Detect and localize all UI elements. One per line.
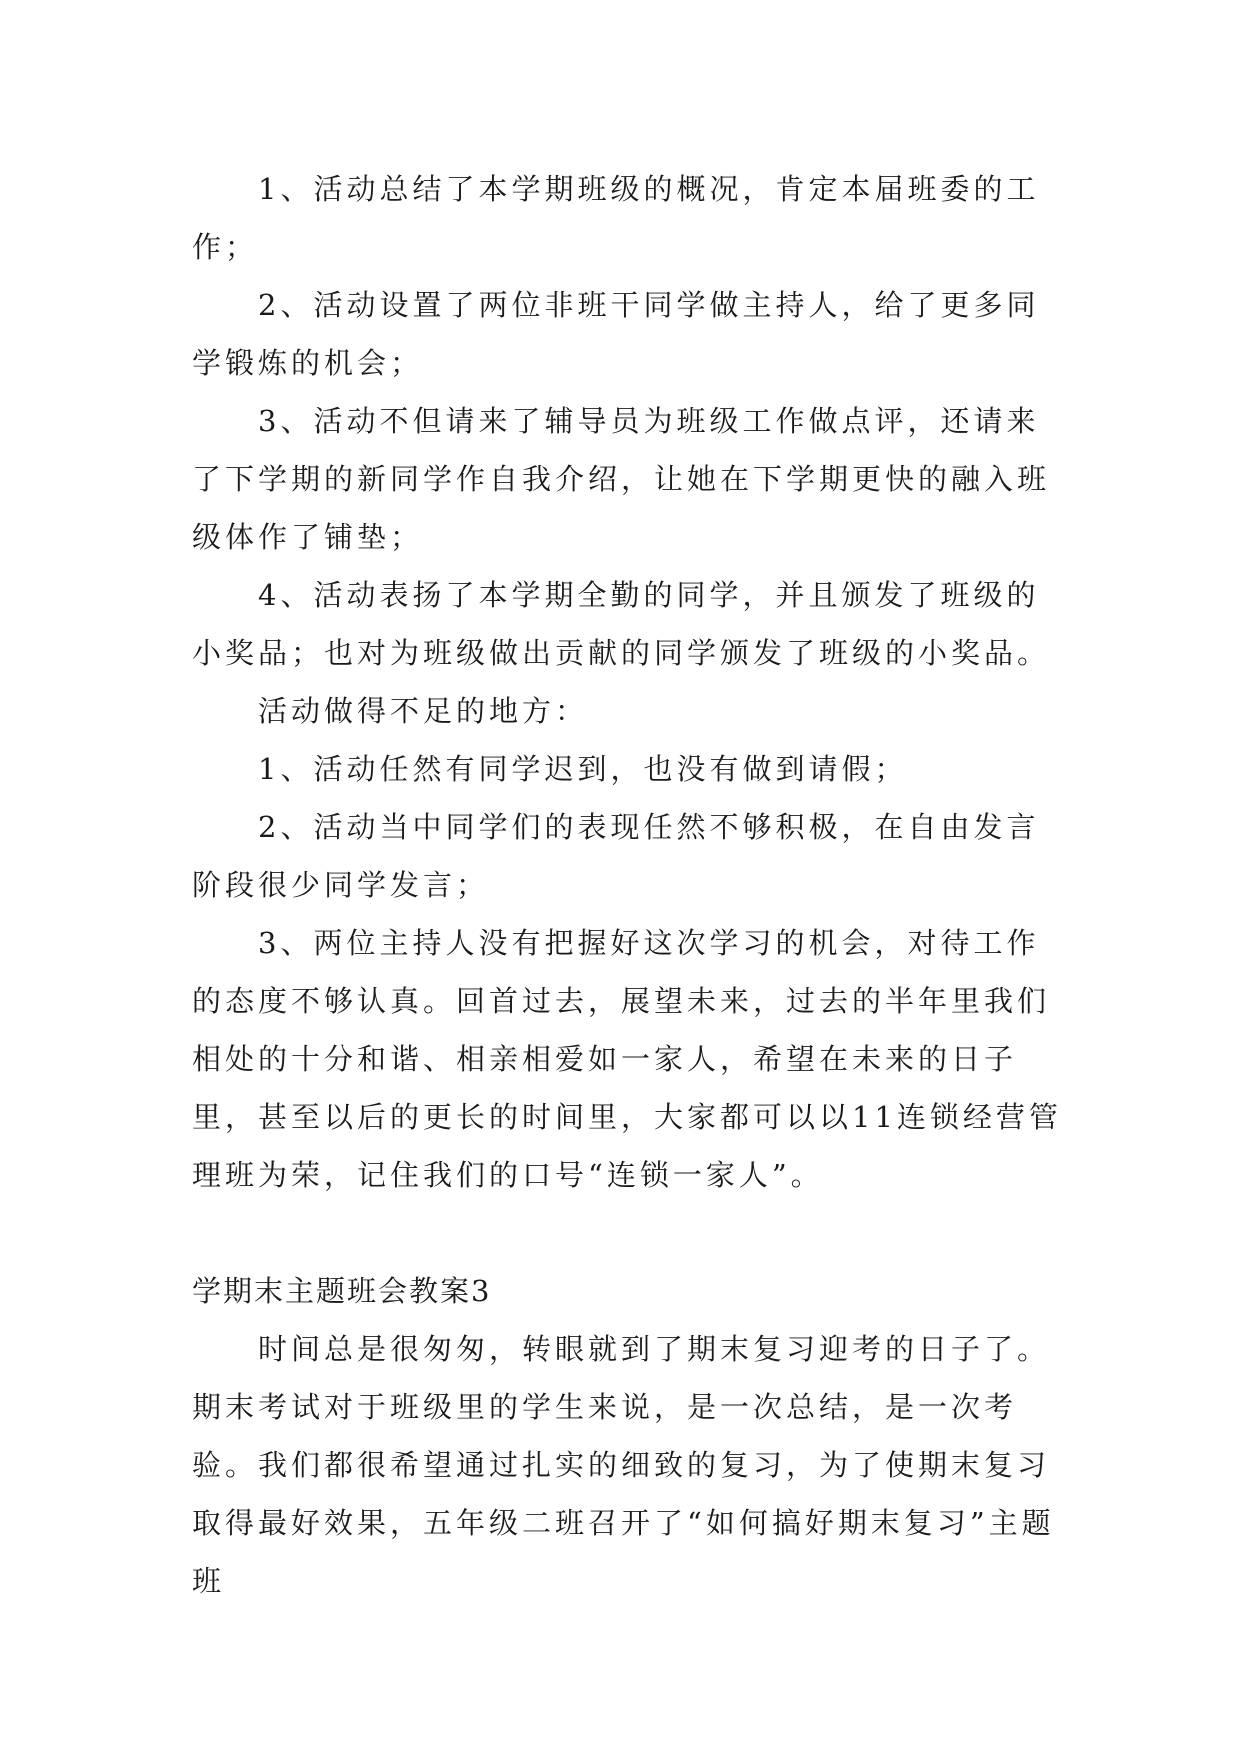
paragraph-lesson-intro: 时间总是很匆匆，转眼就到了期末复习迎考的日子了。期末考试对于班级里的学生来说，是一次总结，是一次考验。我们都很希望通过扎实的细致的复习，为了使期末复习取得最好效果，五年级二班召开了“如何搞好期末复习”主题班 xyxy=(192,1332,1055,1598)
paragraph-shortcoming-3: 3、两位主持人没有把握好这次学习的机会，对待工作的态度不够认真。回首过去，展望未来，过去的半年里我们相处的十分和谐、相亲相爱如一家人，希望在未来的日子里，甚至以后的更长的时间里，大家都可以以11连锁经营管理班为荣，记住我们的口号“连锁一家人”。 xyxy=(192,926,1062,1192)
paragraph-shortcoming-2: 2、活动当中同学们的表现任然不够积极，在自由发言阶段很少同学发言； xyxy=(192,810,1040,902)
paragraph-achievement-4: 4、活动表扬了本学期全勤的同学，并且颁发了班级的小奖品；也对为班级做出贡献的同学颁发了班级的小奖品。 xyxy=(192,578,1051,670)
paragraph-shortcoming-1: 1、活动任然有同学迟到，也没有做到请假； xyxy=(258,752,908,786)
paragraph-shortcomings-intro: 活动做得不足的地方： xyxy=(258,694,589,728)
document-body xyxy=(192,160,1062,1610)
section-spacer xyxy=(192,1204,1062,1262)
section-heading: 学期末主题班会教案3 xyxy=(192,1274,492,1308)
paragraph-achievement-2: 2、活动设置了两位非班干同学做主持人，给了更多同学锻炼的机会； xyxy=(192,288,1040,380)
paragraph-achievement-1: 1、活动总结了本学期班级的概况，肯定本届班委的工作； xyxy=(192,172,1040,264)
paragraph-achievement-3: 3、活动不但请来了辅导员为班级工作做点评，还请来了下学期的新同学作自我介绍，让她在下学期更快的融入班级体作了铺垫； xyxy=(192,404,1051,554)
